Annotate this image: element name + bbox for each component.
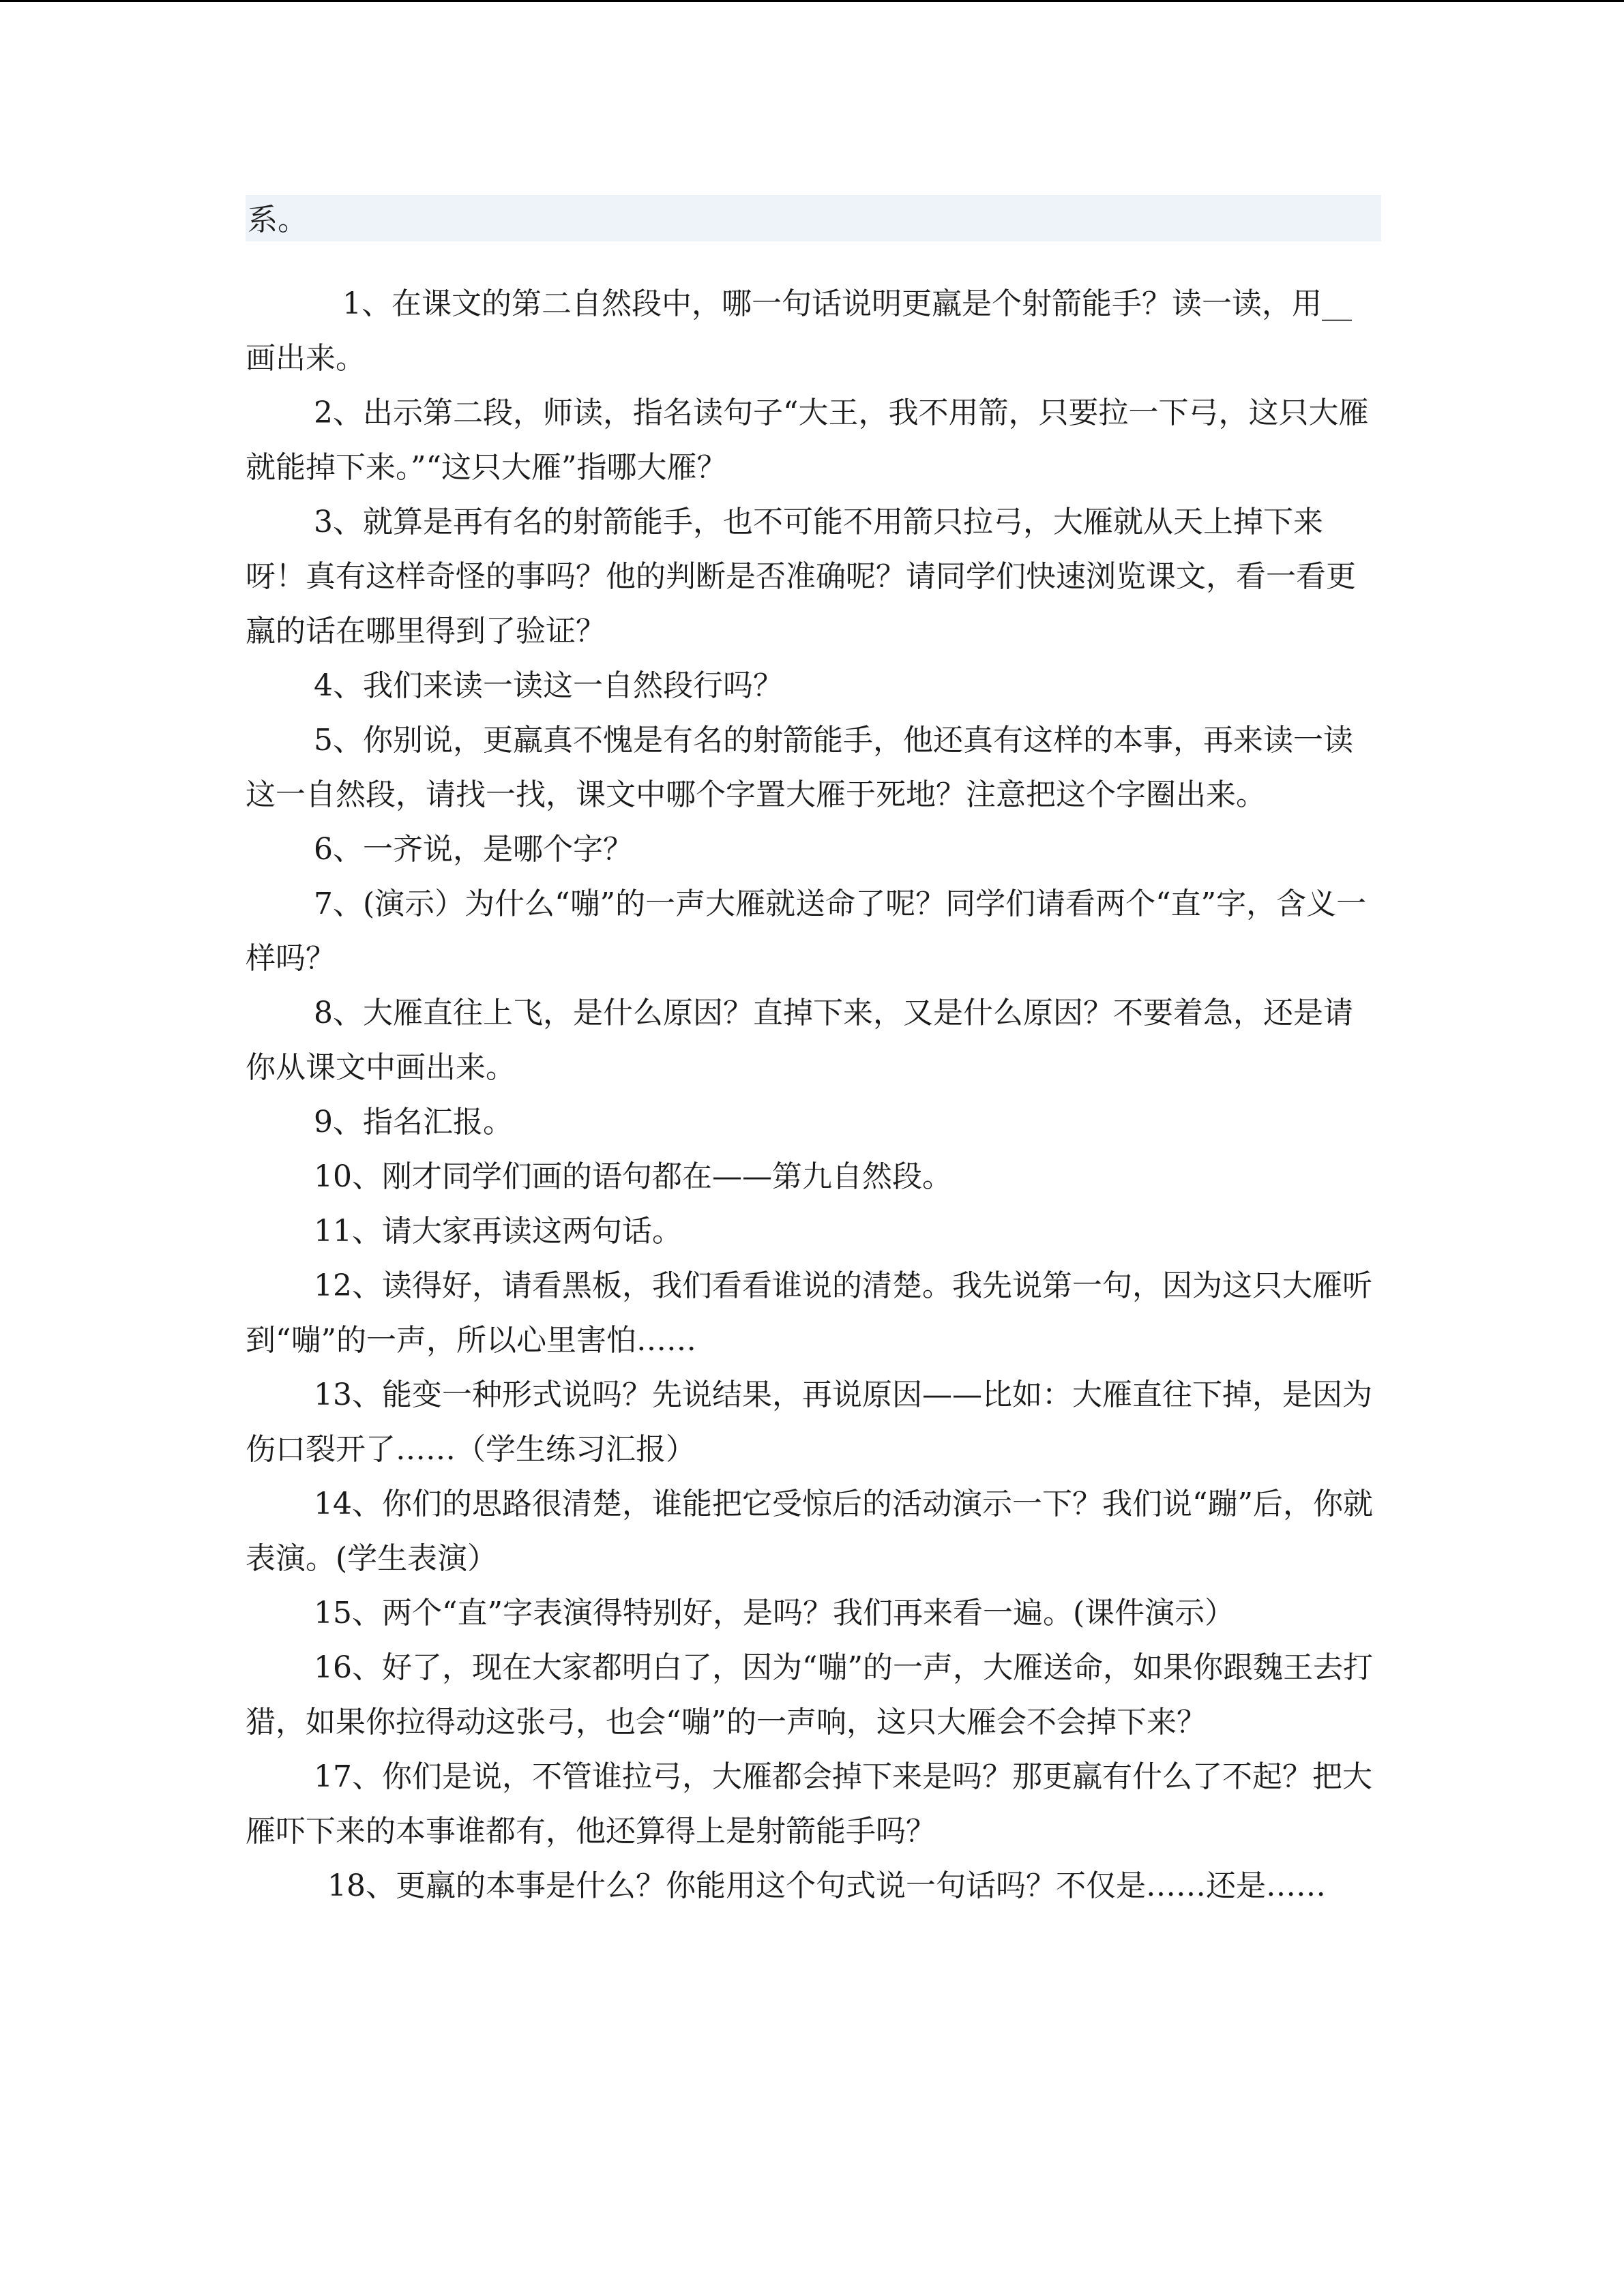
paragraph-16: 16、好了，现在大家都明白了，因为“嘣”的一声，大雁送命，如果你跟魏王去打猎，如果你拉得动这张弓，也会“嘣”的一声响，这只大雁会不会掉下来？ <box>246 1650 1373 1740</box>
paragraph-8: 8、大雁直往上飞，是什么原因？直掉下来，又是什么原因？不要着急，还是请你从课文中画出来。 <box>246 996 1353 1085</box>
paragraph-7: 7、(演示）为什么“嘣”的一声大雁就送命了呢？同学们请看两个“直”字，含义一样吗？ <box>246 886 1367 976</box>
paragraph-14: 14、你们的思路很清楚，谁能把它受惊后的活动演示一下？我们说“蹦”后，你就表演。(学生表演） <box>246 1487 1373 1576</box>
paragraph-15: 15、两个“直”字表演得特别好，是吗？我们再来看一遍。(课件演示） <box>314 1596 1235 1630</box>
document-page <box>246 195 1381 1913</box>
paragraph-4: 4、我们来读一读这一自然段行吗？ <box>314 668 783 703</box>
paragraph-9: 9、指名汇报。 <box>314 1105 513 1139</box>
paragraph-1: 1、在课文的第二自然段中，哪一句话说明更羸是个射箭能手？读一读，用__画出来。 <box>246 286 1352 376</box>
paragraph-11: 11、请大家再读这两句话。 <box>314 1214 682 1249</box>
paragraph-10: 10、刚才同学们画的语句都在——第九自然段。 <box>314 1159 952 1194</box>
continuation-line: 系。 <box>246 195 1381 241</box>
paragraph-12: 12、读得好，请看黑板，我们看看谁说的清楚。我先说第一句，因为这只大雁听到“嘣”的一声，所以心里害怕…… <box>246 1268 1372 1358</box>
paragraph-6: 6、一齐说，是哪个字？ <box>314 832 633 867</box>
paragraph-5: 5、你别说，更羸真不愧是有名的射箭能手，他还真有这样的本事，再来读一读这一自然段，请找一找，课文中哪个字置大雁于死地？注意把这个字圈出来。 <box>246 723 1353 812</box>
paragraph-17: 17、你们是说，不管谁拉弓，大雁都会掉下来是吗？那更羸有什么了不起？把大雁吓下来的本事谁都有，他还算得上是射箭能手吗？ <box>246 1759 1372 1849</box>
paragraph-3: 3、就算是再有名的射箭能手，也不可能不用箭只拉弓，大雁就从天上掉下来呀！真有这样奇怪的事吗？他的判断是否准确呢？请同学们快速浏览课文，看一看更羸的话在哪里得到了验证？ <box>246 505 1356 648</box>
paragraph-13: 13、能变一种形式说吗？先说结果，再说原因——比如：大雁直往下掉，是因为伤口裂开了……（学生练习汇报） <box>246 1377 1372 1467</box>
page-top-border <box>0 0 1624 2</box>
paragraph-2: 2、出示第二段，师读，指名读句子“大王，我不用箭，只要拉一下弓，这只大雁就能掉下来。”“这只大雁”指哪大雁？ <box>246 396 1369 485</box>
paragraph-18: 18、更羸的本事是什么？你能用这个句式说一句话吗？不仅是……还是…… <box>327 1868 1326 1903</box>
